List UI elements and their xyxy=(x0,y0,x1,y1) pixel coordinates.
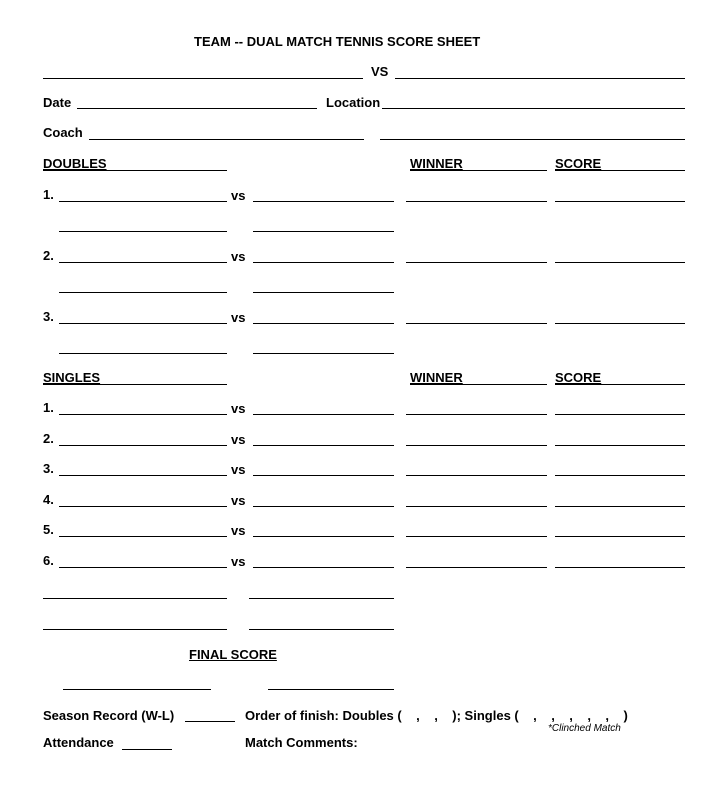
doubles-winner-heading-rule xyxy=(410,170,547,171)
away-team-field[interactable] xyxy=(395,78,685,79)
doubles-player-2-field[interactable] xyxy=(59,353,227,354)
doubles-heading-rule xyxy=(43,170,227,171)
match-comments-label: Match Comments: xyxy=(245,735,358,750)
vs-label: vs xyxy=(231,431,246,447)
extra-player-field[interactable] xyxy=(43,598,227,599)
singles-score-field[interactable] xyxy=(555,567,685,568)
singles-opponent-field[interactable] xyxy=(253,536,394,537)
singles-opponent-field[interactable] xyxy=(253,506,394,507)
match-number: 4. xyxy=(43,491,54,507)
home-team-field[interactable] xyxy=(43,78,363,79)
doubles-winner-heading: WINNER xyxy=(410,156,463,171)
singles-score-field[interactable] xyxy=(555,475,685,476)
singles-score-field[interactable] xyxy=(555,414,685,415)
singles-winner-field[interactable] xyxy=(406,475,547,476)
season-record-label: Season Record (W-L) xyxy=(43,708,175,723)
singles-heading: SINGLES xyxy=(43,370,101,385)
singles-winner-field[interactable] xyxy=(406,445,547,446)
final-score-away-field[interactable] xyxy=(268,689,394,690)
singles-player-field[interactable] xyxy=(59,567,227,568)
match-number: 3. xyxy=(43,461,54,477)
date-label: Date xyxy=(43,95,72,110)
location-label: Location xyxy=(326,95,381,110)
doubles-opponent-1-field[interactable] xyxy=(253,323,394,324)
vs-label: vs xyxy=(231,310,246,325)
extra-opponent-field[interactable] xyxy=(249,598,394,599)
match-number: 3. xyxy=(43,309,54,324)
doubles-player-2-field[interactable] xyxy=(59,231,227,232)
vs-label: vs xyxy=(231,492,246,508)
doubles-opponent-1-field[interactable] xyxy=(253,262,394,263)
doubles-player-1-field[interactable] xyxy=(59,201,227,202)
singles-heading-rule xyxy=(43,384,227,385)
singles-score-heading: SCORE xyxy=(555,370,602,385)
match-number: 6. xyxy=(43,553,54,568)
match-number: 1. xyxy=(43,400,54,415)
singles-player-field[interactable] xyxy=(59,475,227,476)
singles-player-field[interactable] xyxy=(59,506,227,507)
singles-player-field[interactable] xyxy=(59,445,227,446)
vs-label: vs xyxy=(231,188,246,203)
opponent-coach-field[interactable] xyxy=(380,139,685,140)
doubles-player-1-field[interactable] xyxy=(59,323,227,324)
singles-score-field[interactable] xyxy=(555,536,685,537)
coach-label: Coach xyxy=(43,125,83,140)
vs-label: vs xyxy=(231,554,246,569)
doubles-heading: DOUBLES xyxy=(43,156,107,171)
match-number: 2. xyxy=(43,248,54,263)
doubles-score-field[interactable] xyxy=(555,323,685,324)
doubles-player-1-field[interactable] xyxy=(59,262,227,263)
vs-label: vs xyxy=(231,401,246,416)
final-score-home-field[interactable] xyxy=(63,689,211,690)
singles-winner-field[interactable] xyxy=(406,414,547,415)
attendance-label: Attendance xyxy=(43,735,114,750)
attendance-field[interactable] xyxy=(122,749,172,750)
doubles-winner-field[interactable] xyxy=(406,201,547,202)
clinched-match-note: *Clinched Match xyxy=(548,723,621,734)
vs-label: vs xyxy=(231,462,246,478)
final-score-heading: FINAL SCORE xyxy=(189,647,277,662)
singles-score-field[interactable] xyxy=(555,445,685,446)
doubles-score-heading: SCORE xyxy=(555,156,602,171)
vs-label: vs xyxy=(231,523,246,539)
singles-opponent-field[interactable] xyxy=(253,414,394,415)
singles-opponent-field[interactable] xyxy=(253,445,394,446)
doubles-opponent-2-field[interactable] xyxy=(253,353,394,354)
doubles-opponent-2-field[interactable] xyxy=(253,292,394,293)
doubles-winner-field[interactable] xyxy=(406,323,547,324)
singles-score-heading-rule xyxy=(555,384,685,385)
team-vs-label: VS xyxy=(371,64,389,79)
singles-winner-field[interactable] xyxy=(406,567,547,568)
singles-winner-heading-rule xyxy=(410,384,547,385)
singles-winner-field[interactable] xyxy=(406,536,547,537)
location-field[interactable] xyxy=(382,108,685,109)
order-of-finish-label: Order of finish: Doubles ( , , ); Singles ( , , , , , ) xyxy=(245,708,628,723)
doubles-player-2-field[interactable] xyxy=(59,292,227,293)
singles-winner-heading: WINNER xyxy=(410,370,463,385)
doubles-score-field[interactable] xyxy=(555,201,685,202)
match-number: 2. xyxy=(43,430,54,446)
singles-player-field[interactable] xyxy=(59,414,227,415)
doubles-opponent-1-field[interactable] xyxy=(253,201,394,202)
coach-field[interactable] xyxy=(89,139,364,140)
doubles-score-heading-rule xyxy=(555,170,685,171)
doubles-winner-field[interactable] xyxy=(406,262,547,263)
singles-winner-field[interactable] xyxy=(406,506,547,507)
match-number: 1. xyxy=(43,187,54,202)
extra-opponent-field[interactable] xyxy=(249,629,394,630)
season-record-field[interactable] xyxy=(185,721,235,722)
page-title: TEAM -- DUAL MATCH TENNIS SCORE SHEET xyxy=(194,34,481,49)
doubles-opponent-2-field[interactable] xyxy=(253,231,394,232)
singles-player-field[interactable] xyxy=(59,536,227,537)
vs-label: vs xyxy=(231,249,246,264)
doubles-score-field[interactable] xyxy=(555,262,685,263)
date-field[interactable] xyxy=(77,108,317,109)
match-number: 5. xyxy=(43,522,54,538)
singles-opponent-field[interactable] xyxy=(253,475,394,476)
singles-score-field[interactable] xyxy=(555,506,685,507)
singles-opponent-field[interactable] xyxy=(253,567,394,568)
extra-player-field[interactable] xyxy=(43,629,227,630)
